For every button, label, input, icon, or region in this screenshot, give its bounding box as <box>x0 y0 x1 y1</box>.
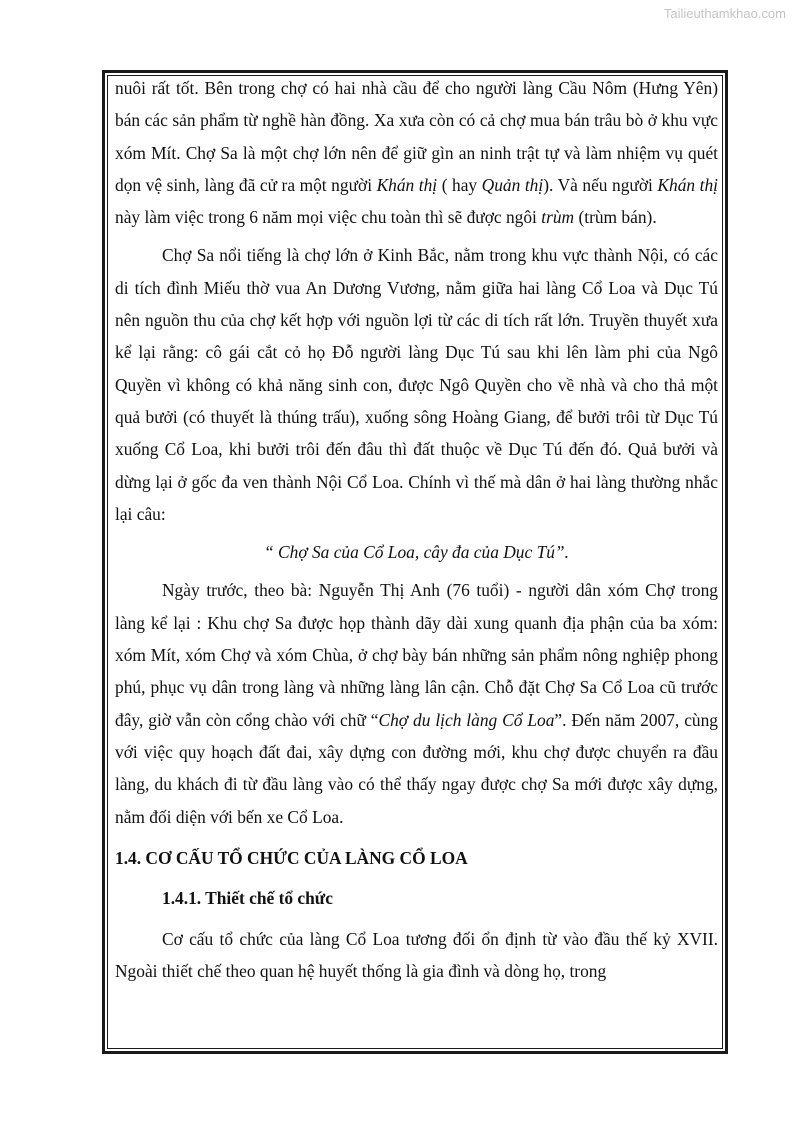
text-run: nuôi rất tốt. Bên trong chợ có hai nhà cầu để cho người làng Cầu Nôm (Hưng Yên) bán các sản phẩm từ nghề hàn đồng. Xa xưa còn có cả chợ mua bán trâu bò ở khu vực xóm Mít. Chợ Sa là một chợ lớn nên để giữ gìn an ninh trật tự và làm nhiệm vụ quét dọn vệ sinh, làng đã cử ra một người <box>115 78 718 195</box>
paragraph-organization: Cơ cấu tổ chức của làng Cổ Loa tương đối ổn định từ vào đầu thế kỷ XVII. Ngoài thiết chế theo quan hệ huyết thống là gia đình và dòng họ, trong <box>115 928 718 982</box>
text-run: ( hay <box>437 174 482 195</box>
paragraph-market-history <box>115 574 718 832</box>
italic-term: Khán thị <box>657 174 719 195</box>
paragraph-cho-sa-staff <box>115 72 718 233</box>
italic-term: Khán thị <box>376 174 438 195</box>
text-run: (trùm bán). <box>574 207 657 228</box>
paragraph-cho-sa-legend: Chợ Sa nổi tiếng là chợ lớn ở Kinh Bắc, nằm trong khu vực thành Nội, có các di tích đình Miếu thờ vua An Dương Vương, nằm giữa hai làng Cổ Loa và Dục Tú nên nguồn thu của chợ kết hợp với nguồn lợi từ các di tích rất lớn. Truyền thuyết xưa kể lại rằng: cô gái cắt cỏ họ Đỗ người làng Dục Tú sau khi lên làm phi của Ngô Quyền vì không có khả năng sinh con, được Ngô Quyền cho về nhà và cho thả một quả bưởi (có thuyết là thúng trấu), xuống sông Hoàng Giang, để bưởi trôi từ Dục Tú xuống Cổ Loa, khi bưởi trôi đến đâu thì đất thuộc về Dục Tú đến đó. Quả bưởi và dừng lại ở gốc đa ven thành Nội Cổ Loa. Chính vì thế mà dân ở hai làng thường nhắc lại câu: <box>115 245 718 524</box>
text-run: ). Và nếu người <box>543 174 658 195</box>
folk-saying-quote: “ Chợ Sa của Cổ Loa, cây đa của Dục Tú”. <box>264 542 569 563</box>
watermark: Tailieuthamkhao.com <box>663 6 786 21</box>
text-run: ”. Đến năm 2007, cùng với việc quy hoạch đất đai, xây dựng con đường mới, khu chợ được chuyển ra đầu làng, du khách đi từ đầu làng vào có thể thấy ngay được chợ Sa mới được xây dựng, nằm đối diện với bến xe Cổ Loa. <box>115 709 718 827</box>
italic-term: Quản thị <box>481 174 544 195</box>
subsection-heading: 1.4.1. Thiết chế tổ chức <box>162 887 333 908</box>
text-run: này làm việc trong 6 năm mọi việc chu toàn thì sẽ được ngôi <box>115 207 542 228</box>
italic-term: trùm <box>541 207 575 228</box>
italic-term: Chợ du lịch làng Cổ Loa <box>378 709 555 730</box>
text-run: Ngày trước, theo bà: Nguyễn Thị Anh (76 tuổi) - người dân xóm Chợ trong làng kể lại : Khu chợ Sa được họp thành dãy dài xung quanh địa phận của ba xóm: xóm Mít, xóm Chợ và xóm Chùa, ở chợ bày bán những sản phẩm nông nghiệp phong phú, phục vụ dân trong làng và những làng lân cận. Chỗ đặt Chợ Sa Cổ Loa cũ trước đây, giờ vẫn còn cổng chào với chữ “ <box>115 580 718 730</box>
document-body <box>115 72 718 987</box>
section-heading: 1.4. CƠ CẤU TỔ CHỨC CỦA LÀNG CỔ LOA <box>115 847 468 868</box>
